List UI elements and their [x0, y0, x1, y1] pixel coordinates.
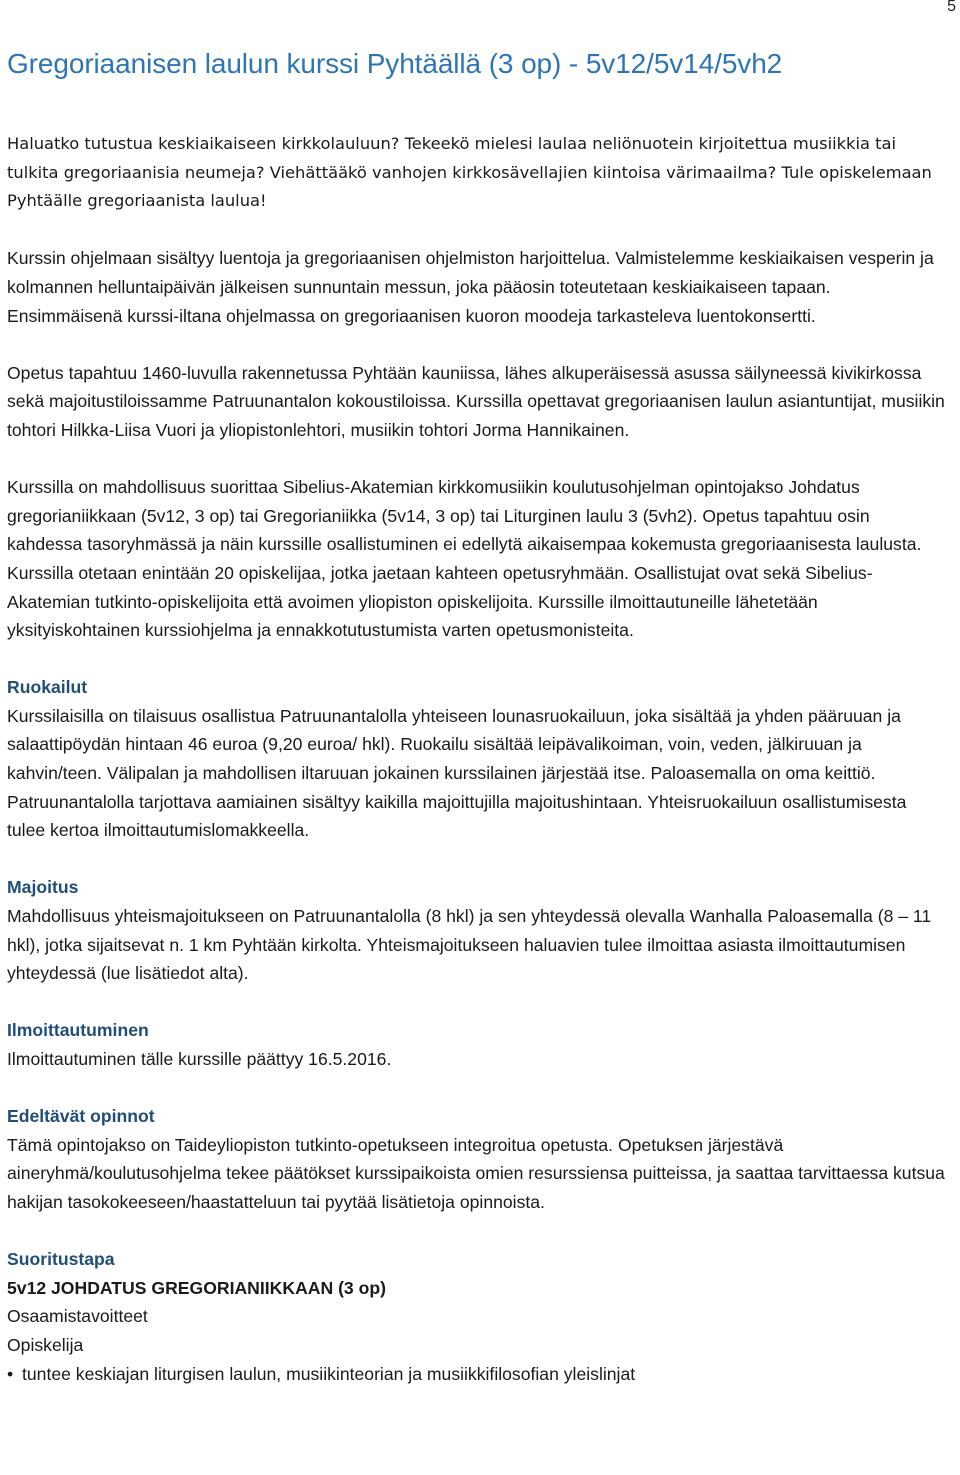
document-body: [7, 130, 947, 1388]
student-label: Opiskelija: [7, 1334, 84, 1355]
list-item: [7, 1360, 947, 1389]
list-item-text: tuntee keskiajan liturgisen laulun, musiikinteorian ja musiikkifilosofian yleislinjat: [22, 1363, 636, 1384]
completion-paragraph: Kurssilla on mahdollisuus suorittaa Sibelius-Akatemian kirkkomusiikin koulutusohjelman opintojakso Johdatus gregorianiikkaan (5v12, 3 op) tai Gregorianiikka (5v14, 3 op) tai Liturginen laulu 3 (5vh2). Opetus tapahtuu osin kahdessa tasoryhmässä ja näin kurssille osallistuminen ei edellytä aikaisempaa kokemusta gregoriaanisesta laulusta. Kurssilla otetaan enintään 20 opiskelijaa, jotka jaetaan kahteen opetusryhmään. Osallistujat ovat sekä Sibelius-Akatemian tutkinto-opiskelijoita että avoimen yliopiston opiskelijoita. Kurssille ilmoittautuneille lähetetään yksityiskohtainen kurssiohjelma ja ennakkotutustumista varten opetusmonisteita.: [7, 477, 922, 641]
bullet-icon: •: [7, 1363, 14, 1384]
ruokailut-text: Kurssilaisilla on tilaisuus osallistua Patruunantalolla yhteiseen lounasruokailuun, joka sisältää ja yhden pääruuan ja salaattipöydän hintaan 46 euroa (9,20 euroa/ hkl). Ruokailu sisältää leipävalikoiman, voin, veden, jälkiruuan ja kahvin/teen. Välipalan ja mahdollisen iltaruuan jokainen kurssilainen järjestää itse. Paloasemalla on oma keittiö. Patruunantalolla tarjottava aamiainen sisältyy kaikilla majoittujilla majoitushintaan. Yhteisruokailuun osallistumisesta tulee kertoa ilmoittautumislomakkeella.: [7, 705, 907, 841]
majoitus-text: Mahdollisuus yhteismajoitukseen on Patruunantalolla (8 hkl) ja sen yhteydessä olevalla Wanhalla Paloasemalla (8 – 11 hkl), jotka sijaitsevat n. 1 km Pyhtään kirkolta. Yhteismajoitukseen haluavien tulee ilmoittaa asiasta ilmoittautumisen yhteydessä (lue lisätiedot alta).: [7, 906, 932, 984]
ruokailut-heading: Ruokailut: [7, 677, 88, 698]
ilmoittautuminen-text: Ilmoittautuminen tälle kurssille päättyy 16.5.2016.: [7, 1049, 392, 1069]
course-code-heading: 5v12 JOHDATUS GREGORIANIIKKAAN (3 op): [7, 1277, 386, 1298]
suoritustapa-heading: Suoritustapa: [7, 1249, 115, 1270]
edeltavat-text: Tämä opintojakso on Taideyliopiston tutkinto-opetukseen integroitua opetusta. Opetuksen järjestävä aineryhmä/koulutusohjelma tekee päätökset kurssipaikoista omien resurssiensa puitteissa, ja saattaa tarvittaessa kutsua hakijan tasokokeeseen/haastatteluun tai pyytää lisätietoja opinnoista.: [7, 1134, 945, 1212]
edeltavat-section: [7, 1102, 947, 1216]
majoitus-section: [7, 873, 947, 987]
suoritustapa-section: [7, 1245, 947, 1359]
goals-label: Osaamistavoitteet: [7, 1306, 148, 1327]
ruokailut-section: [7, 673, 947, 845]
majoitus-heading: Majoitus: [7, 877, 79, 898]
teaching-paragraph: Opetus tapahtuu 1460-luvulla rakennetussa Pyhtään kauniissa, lähes alkuperäisessä asussa säilyneessä kivikirkossa sekä majoitustiloissamme Patruunantalon kokoustiloissa. Kurssilla opettavat gregoriaanisen laulun asiantuntijat, musiikin tohtori Hilkka-Liisa Vuori ja yliopistonlehtori, musiikin tohtori Jorma Hannikainen.: [7, 362, 945, 440]
program-paragraph: Kurssin ohjelmaan sisältyy luentoja ja gregoriaanisen ohjelmiston harjoittelua. Valmistelemme keskiaikaisen vesperin ja kolmannen helluntaipäivän jälkeisen sunnuntain messun, joka pääosin toteutetaan keskiaikaiseen tapaan. Ensimmäisenä kurssi-iltana ohjelmassa on gregoriaanisen kuoron moodeja tarkasteleva luentokonsertti.: [7, 248, 934, 326]
page-title: Gregoriaanisen laulun kurssi Pyhtäällä (3 op) - 5v12/5v14/5vh2: [7, 48, 783, 79]
bullet-list: [7, 1360, 947, 1389]
ilmoittautuminen-heading: Ilmoittautuminen: [7, 1020, 149, 1041]
ilmoittautuminen-section: [7, 1016, 947, 1073]
intro-paragraph: Haluatko tutustua keskiaikaiseen kirkkolauluun? Tekeekö mielesi laulaa neliönuotein kirjoitettua musiikkia tai tulkita gregoriaanisia neumeja? Viehättääkö vanhojen kirkkosävellajien kiintoisa värimaailma? Tule opiskelemaan Pyhtäälle gregoriaanista laulua!: [7, 134, 932, 211]
page-number: 5: [947, 0, 956, 15]
edeltavat-heading: Edeltävät opinnot: [7, 1106, 155, 1127]
